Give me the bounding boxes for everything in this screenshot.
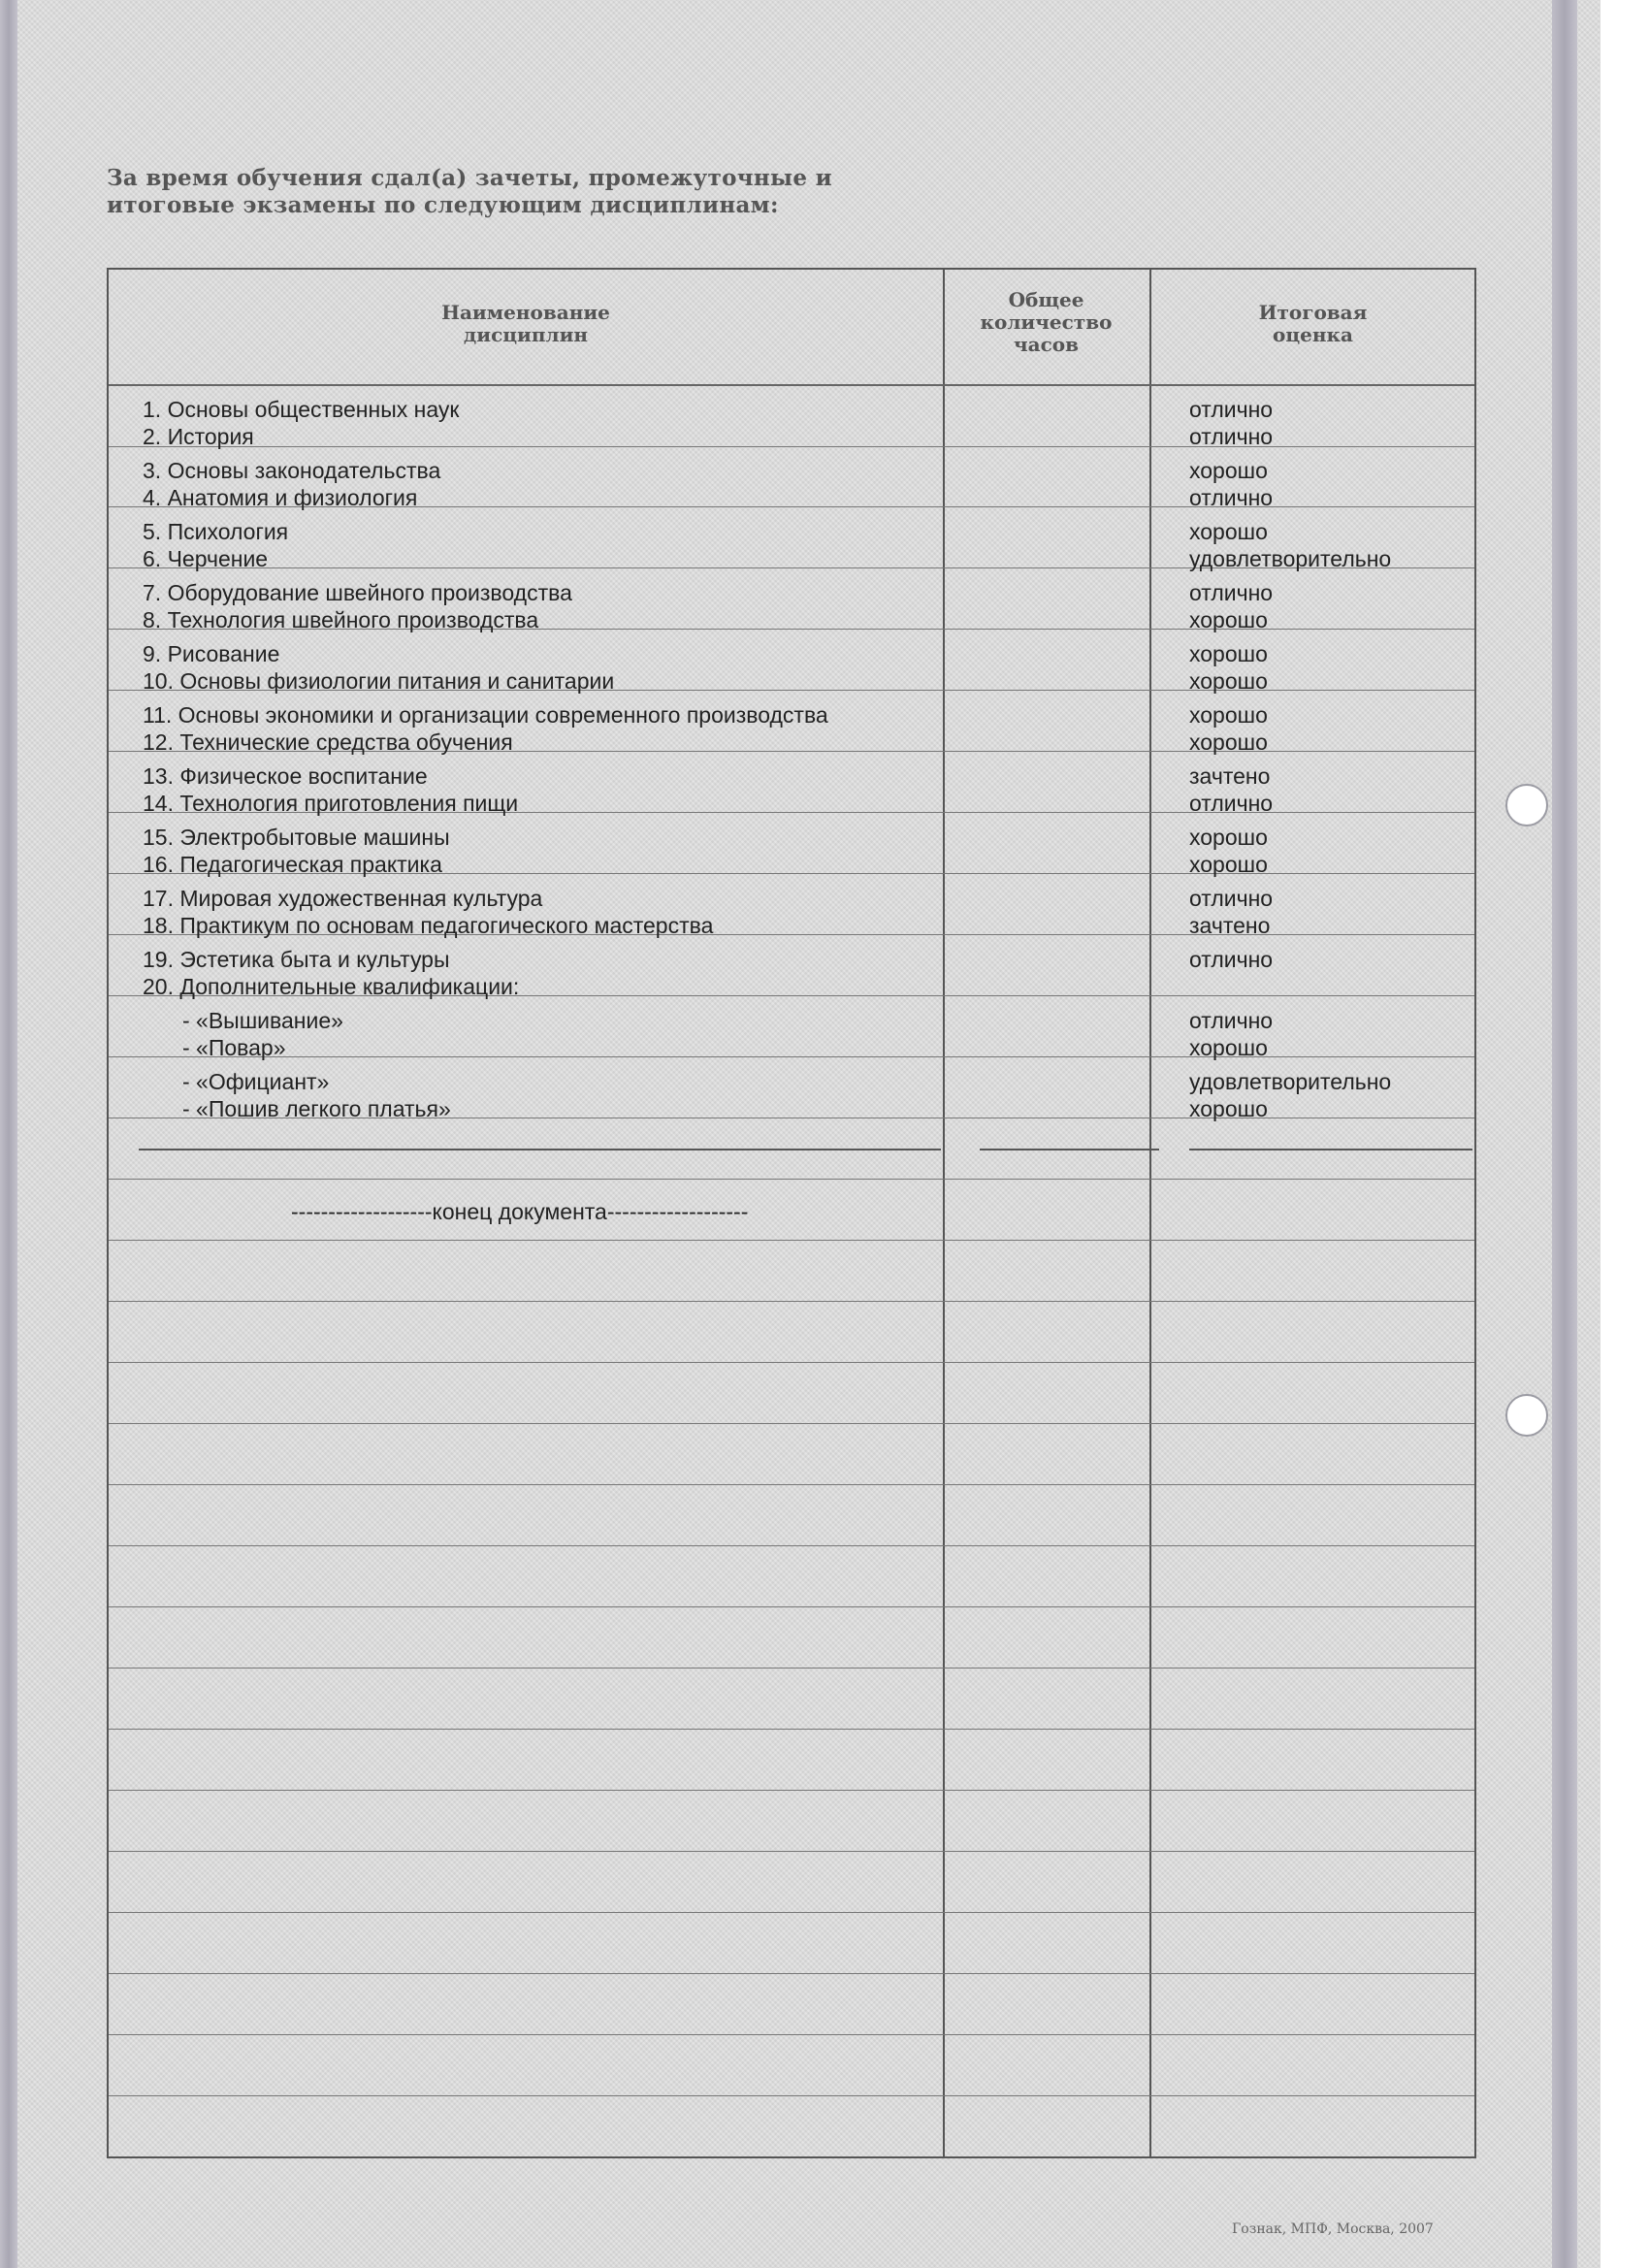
heading-line-2: итоговые экзамены по следующим дисциплинам: xyxy=(107,192,779,218)
closing-line-hours-column xyxy=(980,1149,1159,1150)
discipline-grade: отлично xyxy=(1189,580,1274,605)
discipline-name: 13. Физическое воспитание xyxy=(143,763,428,789)
discipline-grade: отлично xyxy=(1189,886,1274,911)
header-final-grade xyxy=(1149,302,1476,346)
row-rule xyxy=(109,1362,1474,1363)
discipline-name: - «Повар» xyxy=(182,1035,286,1060)
discipline-grade: удовлетворительно xyxy=(1189,546,1392,571)
discipline-name: 3. Основы законодательства xyxy=(143,458,441,483)
printer-imprint: Гознак, МПФ, Москва, 2007 xyxy=(1232,2221,1434,2237)
row-rule xyxy=(109,1668,1474,1669)
discipline-grade: удовлетворительно xyxy=(1189,1069,1392,1094)
column-divider xyxy=(1149,270,1151,2156)
discipline-name: 8. Технология швейного производства xyxy=(143,607,539,632)
discipline-grade: отлично xyxy=(1189,947,1274,972)
header-text: оценка xyxy=(1273,323,1353,346)
row-rule xyxy=(109,1851,1474,1852)
row-rule xyxy=(109,1301,1474,1302)
closing-line-grade-column xyxy=(1189,1149,1472,1150)
closing-line-name-column xyxy=(139,1149,941,1150)
discipline-name: 6. Черчение xyxy=(143,546,269,571)
discipline-name: 14. Технология приготовления пищи xyxy=(143,791,519,816)
discipline-grade: отлично xyxy=(1189,397,1274,422)
discipline-name: 11. Основы экономики и организации современного производства xyxy=(143,702,828,728)
discipline-name: 17. Мировая художественная культура xyxy=(143,886,543,911)
discipline-grade: хорошо xyxy=(1189,825,1268,850)
header-text: Общее xyxy=(1008,288,1084,311)
discipline-name: 9. Рисование xyxy=(143,641,280,666)
column-divider xyxy=(943,270,945,2156)
discipline-grade: хорошо xyxy=(1189,1035,1268,1060)
row-rule xyxy=(109,1606,1474,1607)
page-heading xyxy=(107,165,832,219)
header-text: дисциплин xyxy=(463,323,589,346)
discipline-name: 5. Психология xyxy=(143,519,289,544)
discipline-name: - «Официант» xyxy=(182,1069,330,1094)
discipline-grade: хорошо xyxy=(1189,852,1268,877)
row-rule xyxy=(109,1179,1474,1180)
punch-hole-icon xyxy=(1505,1394,1548,1437)
discipline-grade: отлично xyxy=(1189,485,1274,510)
discipline-name: 12. Технические средства обучения xyxy=(143,729,513,755)
row-rule xyxy=(109,1912,1474,1913)
discipline-name: - «Пошив легкого платья» xyxy=(182,1096,451,1121)
discipline-grade: зачтено xyxy=(1189,913,1271,938)
discipline-name: 2. История xyxy=(143,424,254,449)
discipline-name: 1. Основы общественных наук xyxy=(143,397,460,422)
discipline-grade: хорошо xyxy=(1189,702,1268,728)
discipline-name: 19. Эстетика быта и культуры xyxy=(143,947,450,972)
header-total-hours xyxy=(943,289,1149,356)
row-rule xyxy=(109,1973,1474,1974)
discipline-grade: хорошо xyxy=(1189,729,1268,755)
header-text: часов xyxy=(1013,333,1079,356)
row-rule xyxy=(109,2095,1474,2096)
discipline-grade: хорошо xyxy=(1189,668,1268,694)
header-text: Итоговая xyxy=(1258,301,1368,324)
header-text: количество xyxy=(980,310,1113,334)
end-of-document-marker: -------------------конец документа------------------- xyxy=(291,1199,749,1224)
punch-hole-icon xyxy=(1505,784,1548,826)
row-rule xyxy=(109,1056,1474,1057)
discipline-grade: отлично xyxy=(1189,791,1274,816)
row-rule xyxy=(109,1484,1474,1485)
discipline-grade: отлично xyxy=(1189,424,1274,449)
discipline-name: 18. Практикум по основам педагогического мастерства xyxy=(143,913,714,938)
discipline-name: 16. Педагогическая практика xyxy=(143,852,442,877)
header-discipline-name xyxy=(109,302,943,346)
discipline-name: 10. Основы физиологии питания и санитарии xyxy=(143,668,615,694)
row-rule xyxy=(109,1729,1474,1730)
discipline-grade: хорошо xyxy=(1189,458,1268,483)
discipline-grade: хорошо xyxy=(1189,607,1268,632)
header-bottom-rule xyxy=(109,384,1474,386)
row-rule xyxy=(109,1545,1474,1546)
discipline-grade: хорошо xyxy=(1189,1096,1268,1121)
discipline-grade: хорошо xyxy=(1189,519,1268,544)
discipline-name: 7. Оборудование швейного производства xyxy=(143,580,572,605)
discipline-name: - «Вышивание» xyxy=(182,1008,343,1033)
row-rule xyxy=(109,1240,1474,1241)
discipline-name: 20. Дополнительные квалификации: xyxy=(143,974,520,999)
row-rule xyxy=(109,2034,1474,2035)
discipline-name: 15. Электробытовые машины xyxy=(143,825,450,850)
header-text: Наименование xyxy=(441,301,610,324)
page-edge-strip-right xyxy=(1552,0,1577,2268)
row-rule xyxy=(109,1423,1474,1424)
discipline-grade: зачтено xyxy=(1189,763,1271,789)
row-rule xyxy=(109,1790,1474,1791)
discipline-grade: хорошо xyxy=(1189,641,1268,666)
heading-line-1: За время обучения сдал(а) зачеты, промежуточные и xyxy=(107,165,832,191)
page-edge-strip-left xyxy=(0,0,17,2268)
discipline-name: 4. Анатомия и физиология xyxy=(143,485,418,510)
discipline-grade: отлично xyxy=(1189,1008,1274,1033)
